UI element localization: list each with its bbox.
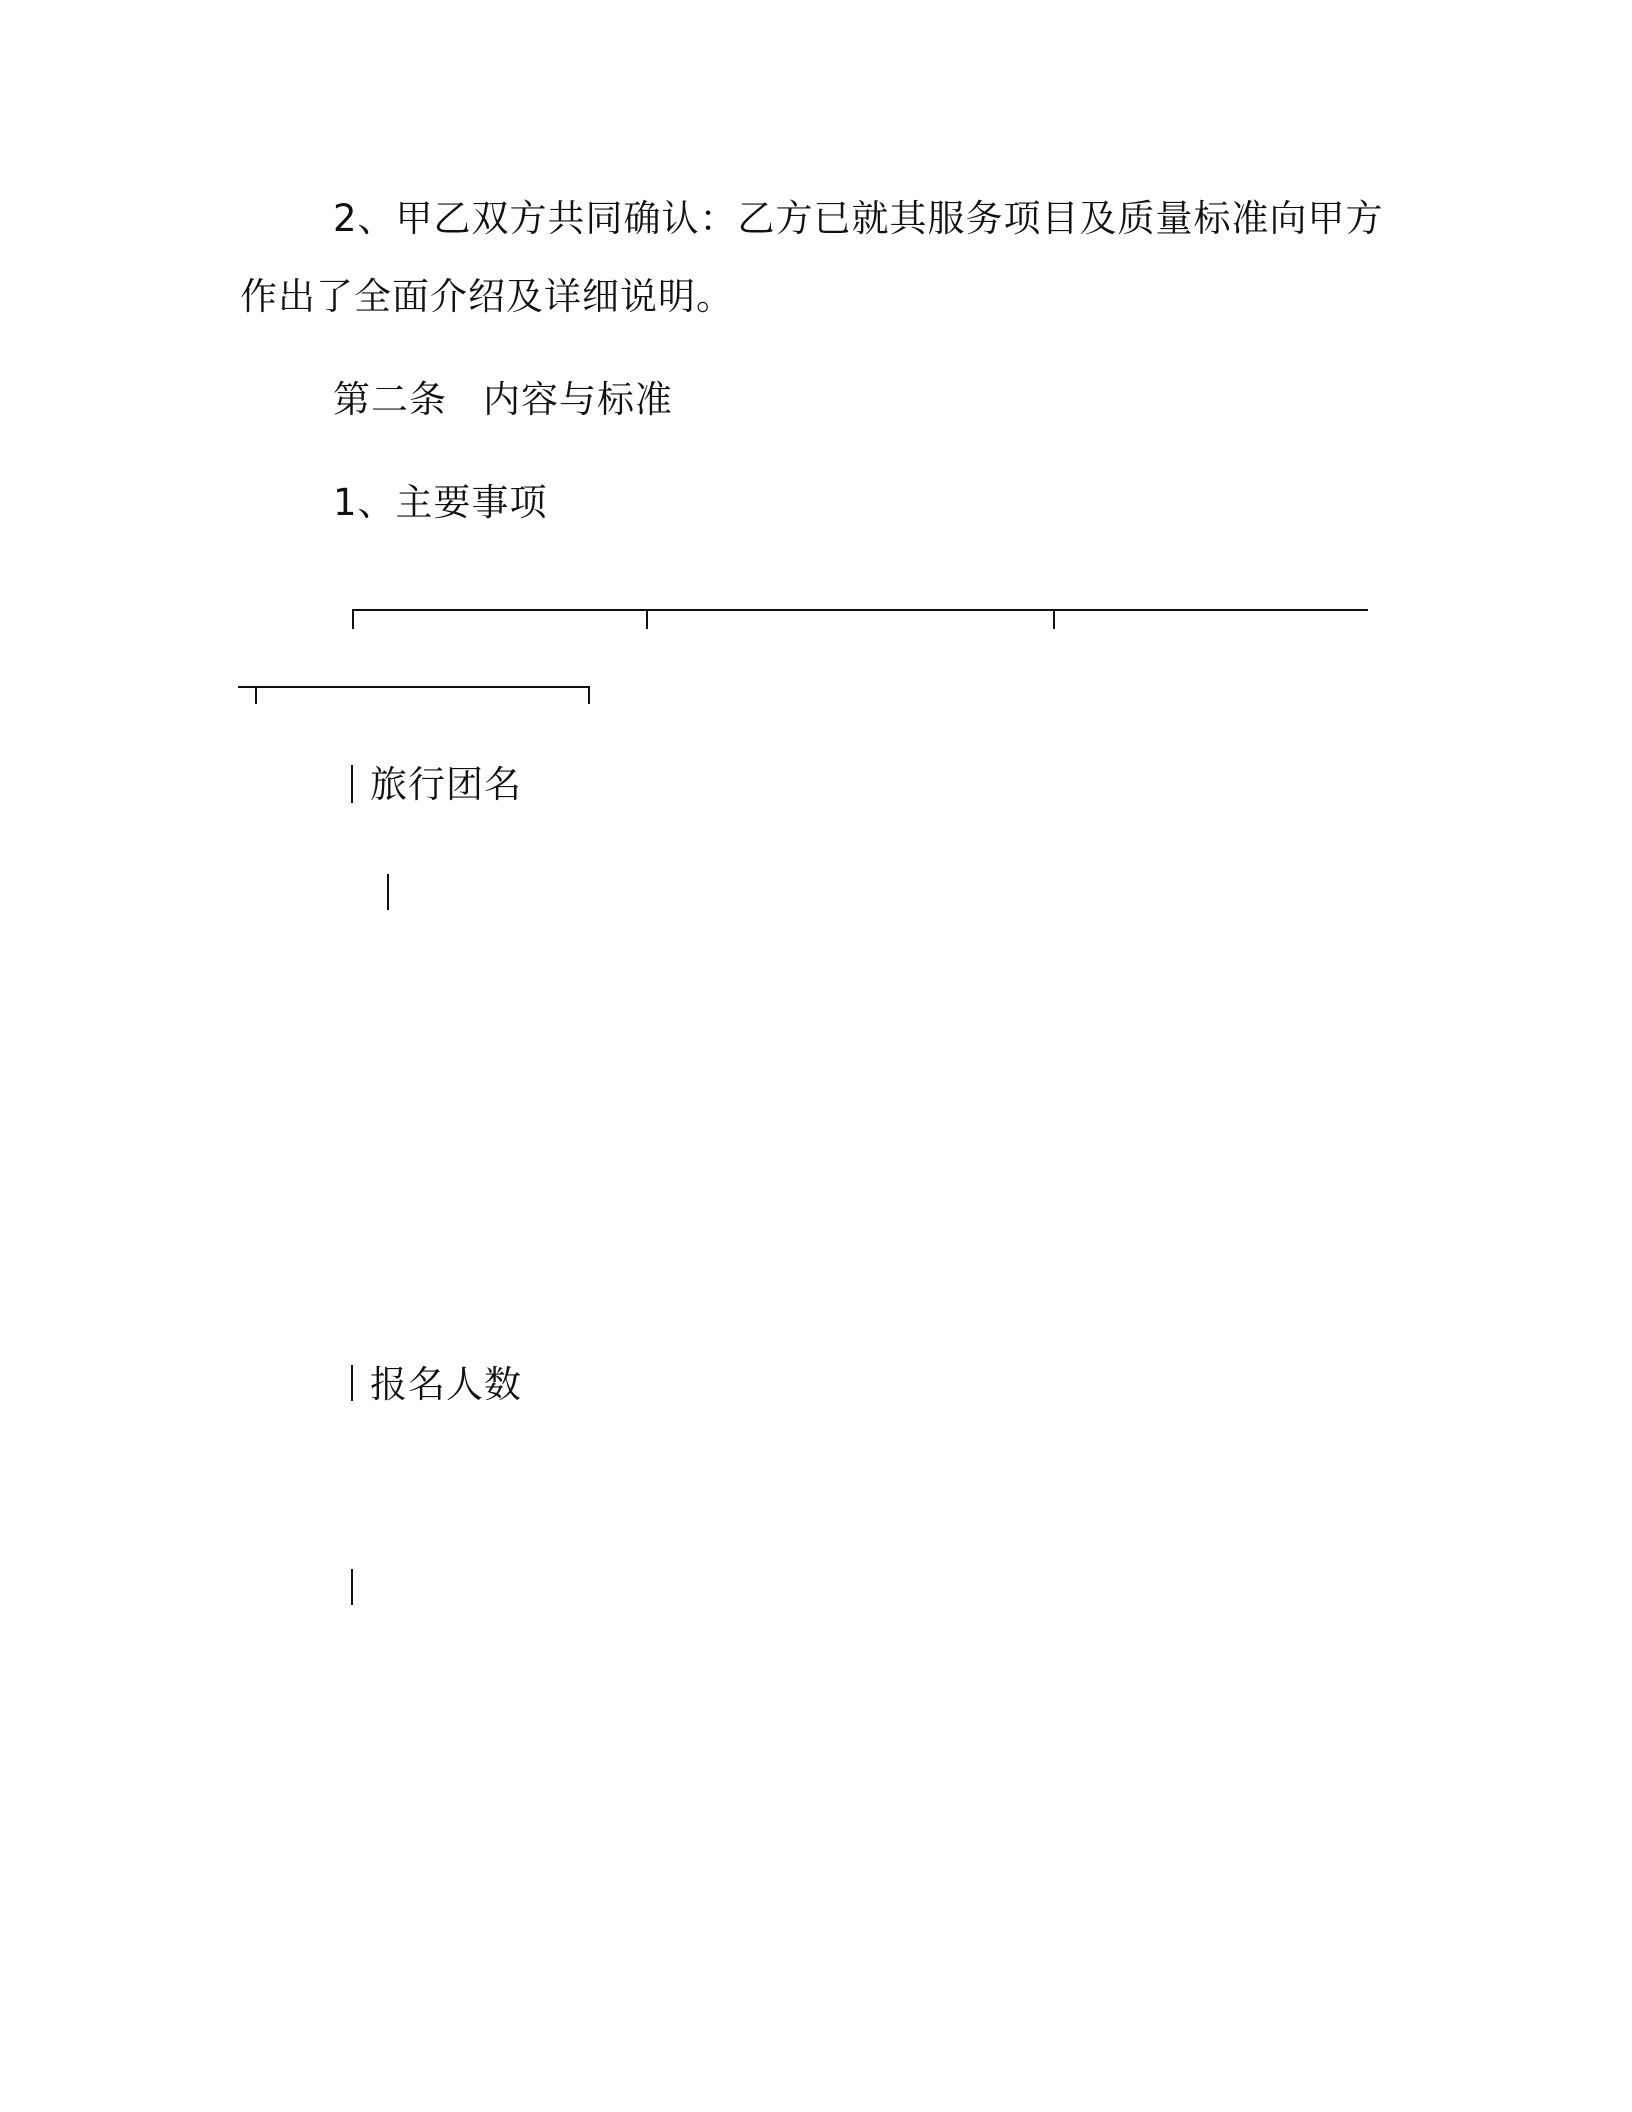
article-number: 第二条 bbox=[333, 378, 447, 421]
cell-border bbox=[351, 1365, 353, 1401]
cell-border bbox=[351, 1569, 353, 1605]
table-divider bbox=[352, 609, 354, 629]
paragraph-line-1: 2、甲乙双方共同确认：乙方已就其服务项目及质量标准向甲方 bbox=[333, 197, 1384, 240]
table-second-border bbox=[238, 686, 590, 688]
cell-border bbox=[387, 874, 389, 910]
table-divider bbox=[255, 686, 257, 704]
cell-border bbox=[351, 765, 353, 803]
table-divider bbox=[646, 609, 648, 629]
table-divider bbox=[1053, 609, 1055, 629]
table-label-tour-name: 旅行团名 bbox=[370, 763, 522, 806]
article-title: 内容与标准 bbox=[483, 378, 673, 421]
table-top-border bbox=[352, 609, 1368, 611]
item-heading: 1、主要事项 bbox=[333, 481, 548, 524]
table-label-signup-count: 报名人数 bbox=[370, 1363, 522, 1406]
table-divider bbox=[588, 686, 590, 704]
paragraph-line-2: 作出了全面介绍及详细说明。 bbox=[240, 275, 734, 318]
